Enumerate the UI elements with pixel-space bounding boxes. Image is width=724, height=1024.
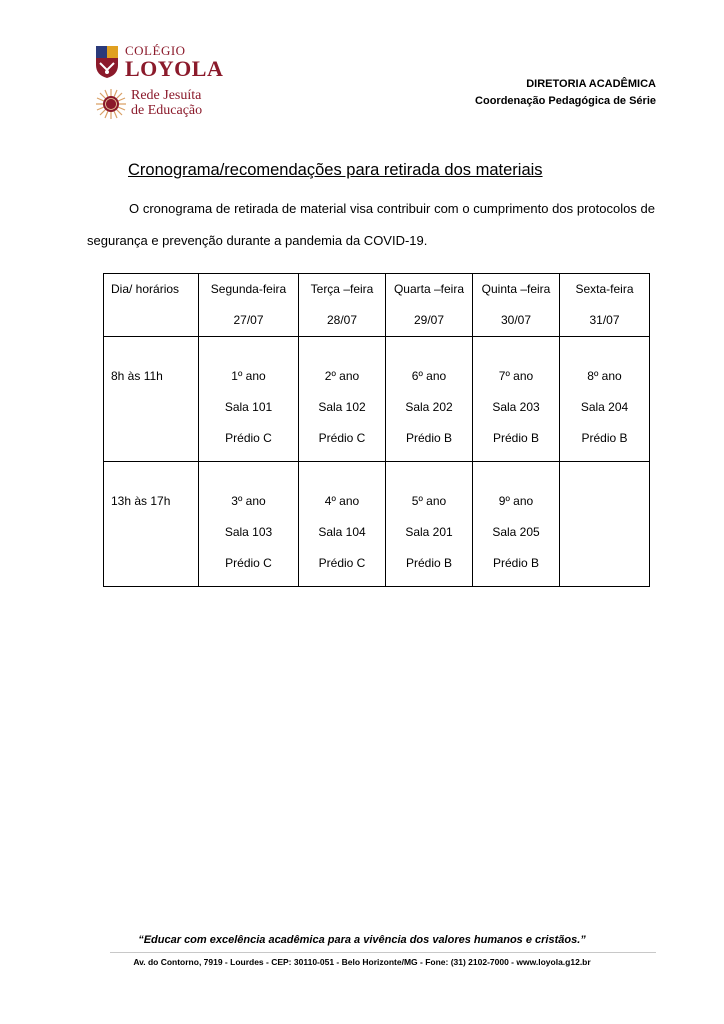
day-date: 30/07 — [500, 313, 532, 327]
header-day-cell — [199, 274, 299, 337]
grade-label: 2º ano — [324, 369, 360, 383]
table-row — [104, 337, 650, 462]
header-day-cell — [560, 274, 650, 337]
department-header — [475, 76, 656, 110]
department-line1: DIRETORIA ACADÊMICA — [526, 78, 656, 90]
grade-label: 8º ano — [587, 369, 622, 383]
building-label: Prédio B — [581, 431, 628, 445]
jesuit-sun-icon — [95, 88, 127, 120]
header-day-cell — [473, 274, 560, 337]
room-label: Sala 101 — [224, 400, 273, 414]
grade-label: 1º ano — [231, 369, 266, 383]
time-cell — [104, 462, 199, 587]
table-row — [104, 462, 650, 587]
time-label: 13h às 17h — [111, 494, 171, 508]
room-label: Sala 205 — [492, 525, 540, 539]
schedule-cell — [299, 337, 386, 462]
header-day-cell — [299, 274, 386, 337]
room-label: Sala 104 — [318, 525, 366, 539]
schedule-cell — [199, 337, 299, 462]
schedule-cell — [473, 462, 560, 587]
building-label: Prédio C — [225, 431, 272, 445]
footer-quote: “Educar com excelência acadêmica para a vivência dos valores humanos e cristãos.” — [138, 934, 586, 946]
time-label: 8h às 11h — [111, 369, 163, 383]
building-label: Prédio C — [318, 556, 366, 570]
day-name: Sexta-feira — [575, 282, 634, 296]
footer-divider — [110, 952, 656, 953]
building-label: Prédio B — [492, 556, 540, 570]
table-header-row — [104, 274, 650, 337]
schedule-cell-empty — [560, 462, 650, 587]
logo-colegio-text: COLÉGIO — [125, 43, 186, 58]
schedule-table — [103, 273, 650, 587]
day-date: 27/07 — [233, 313, 264, 327]
day-date: 28/07 — [326, 313, 358, 327]
grade-label: 4º ano — [324, 494, 360, 508]
grade-label: 7º ano — [498, 369, 534, 383]
colegio-loyola-logo — [95, 44, 223, 80]
schedule-cell — [299, 462, 386, 587]
room-label: Sala 103 — [224, 525, 273, 539]
room-label: Sala 204 — [580, 400, 629, 414]
building-label: Prédio B — [405, 556, 453, 570]
grade-label: 5º ano — [411, 494, 447, 508]
grade-label: 6º ano — [411, 369, 447, 383]
intro-paragraph — [87, 193, 655, 257]
room-label: Sala 202 — [405, 400, 453, 414]
footer-address: Av. do Contorno, 7919 - Lourdes - CEP: 30110-051 - Belo Horizonte/MG - Fone: (31) 2102-7000 - www.loyola.g12.br — [133, 957, 591, 967]
rede-jesuita-logo — [95, 88, 202, 120]
intro-text: O cronograma de retirada de material visa contribuir com o cumprimento dos protocolos de segurança e prevenção durante a pandemia da COVID-19. — [87, 201, 655, 248]
building-label: Prédio C — [318, 431, 366, 445]
schedule-cell — [560, 337, 650, 462]
building-label: Prédio B — [405, 431, 453, 445]
loyola-shield-icon — [95, 45, 119, 79]
header-corner-cell — [104, 274, 199, 337]
grade-label: 9º ano — [498, 494, 534, 508]
grade-label: 3º ano — [231, 494, 266, 508]
building-label: Prédio C — [225, 556, 272, 570]
schedule-cell — [386, 462, 473, 587]
room-label: Sala 201 — [405, 525, 453, 539]
department-line2: Coordenação Pedagógica de Série — [475, 95, 656, 108]
room-label: Sala 102 — [318, 400, 366, 414]
schedule-cell — [473, 337, 560, 462]
day-name: Quarta –feira — [393, 282, 465, 296]
day-name: Terça –feira — [310, 282, 374, 296]
day-name: Quinta –feira — [481, 282, 551, 296]
schedule-cell — [199, 462, 299, 587]
day-name: Segunda-feira — [210, 282, 287, 296]
day-date: 29/07 — [413, 313, 445, 327]
header-day-cell — [386, 274, 473, 337]
building-label: Prédio B — [492, 431, 540, 445]
document-title: Cronograma/recomendações para retirada dos materiais — [128, 161, 543, 179]
rede-jesuita-line1: Rede Jesuíta — [131, 88, 202, 104]
time-cell — [104, 337, 199, 462]
corner-label: Dia/ horários — [111, 282, 180, 296]
room-label: Sala 203 — [492, 400, 540, 414]
day-date: 31/07 — [589, 313, 620, 327]
rede-jesuita-line2: de Educação — [131, 103, 203, 118]
logo-loyola-text: LOYOLA — [125, 56, 224, 81]
schedule-cell — [386, 337, 473, 462]
